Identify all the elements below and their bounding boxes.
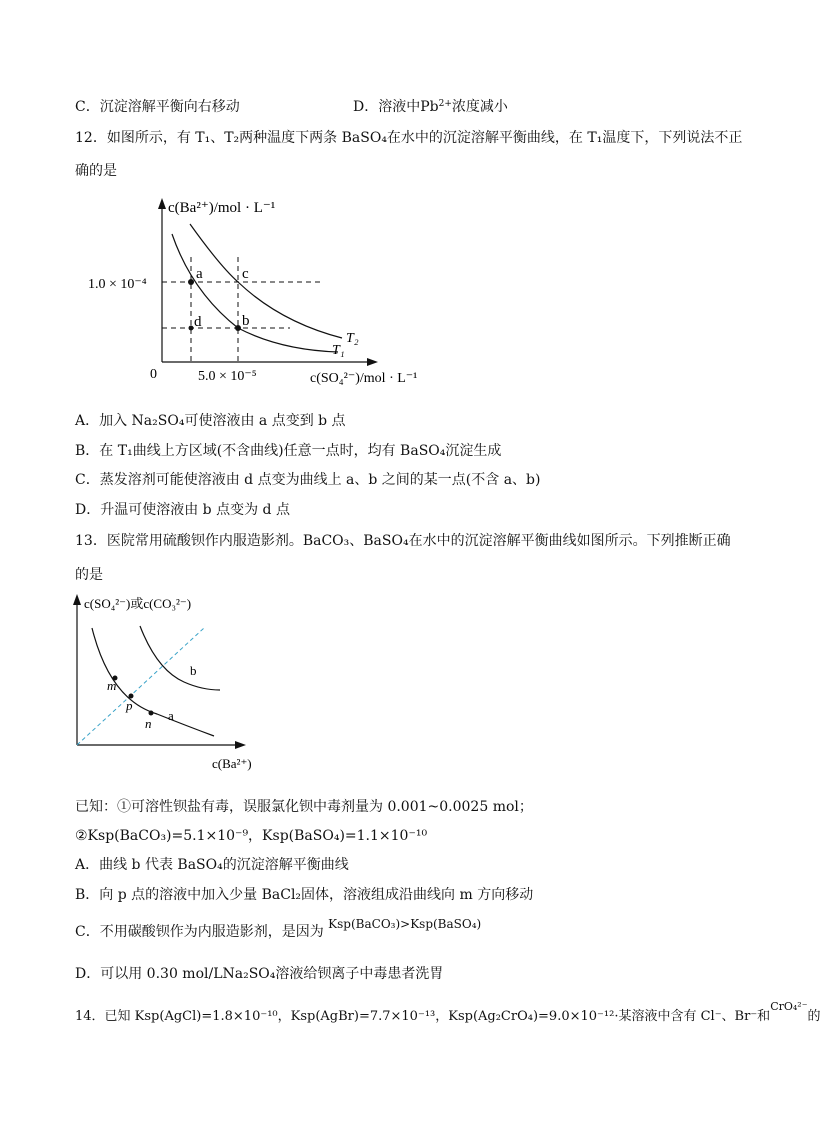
q13-curve-b bbox=[140, 626, 220, 690]
q11-option-d bbox=[353, 97, 508, 117]
q12-label-t1: T₁ bbox=[332, 343, 345, 358]
q13-y-arrow bbox=[73, 594, 81, 605]
q13-x-arrow bbox=[235, 741, 246, 749]
q12-point-d-dot bbox=[189, 326, 194, 331]
q13-stem-line1: 13．医院常用硫酸钡作内服造影剂。BaCO₃、BaSO₄在水中的沉淀溶解平衡曲线如图所示。下列推断正确 bbox=[75, 533, 731, 549]
q12-y-tick: 1.0 × 10⁻⁴ bbox=[88, 277, 147, 292]
q12-graph bbox=[80, 192, 460, 392]
q11-option-d-post: 浓度减小 bbox=[451, 99, 508, 115]
q12-option-b: B．在 T₁曲线上方区域(不含曲线)任意一点时，均有 BaSO₄沉淀生成 bbox=[75, 443, 502, 459]
q13-label-n: n bbox=[145, 716, 152, 731]
q11-option-c: C．沉淀溶解平衡向右移动 bbox=[75, 99, 240, 115]
q13-graph bbox=[62, 590, 302, 780]
q13-label-b: b bbox=[190, 663, 197, 678]
q12-label-d: d bbox=[194, 314, 202, 330]
q12-option-a: A．加入 Na₂SO₄可使溶液由 a 点变到 b 点 bbox=[75, 413, 346, 429]
q12-point-b-dot bbox=[235, 325, 241, 331]
q13-option-c bbox=[75, 917, 482, 942]
q12-option-d: D．升温可使溶液由 b 点变为 d 点 bbox=[75, 502, 290, 518]
q12-origin: 0 bbox=[150, 367, 157, 382]
q11-option-d-sup: 2+ bbox=[438, 99, 452, 109]
q13-label-a: a bbox=[168, 708, 174, 723]
q13-stem-line2: 的是 bbox=[75, 567, 103, 583]
q13-option-b: B．向 p 点的溶液中加入少量 BaCl₂固体，溶液组成沿曲线向 m 方向移动 bbox=[75, 887, 534, 903]
q13-option-c-formula: Ksp(BaCO₃)>Ksp(BaSO₄) bbox=[328, 917, 482, 931]
q12-x-label: c(SO₄²⁻)/mol · L⁻¹ bbox=[310, 371, 418, 386]
q12-x-arrow bbox=[367, 358, 378, 366]
q13-option-d: D．可以用 0.30 mol/LNa₂SO₄溶液给钡离子中毒患者洗胃 bbox=[75, 966, 444, 982]
q14-stem-text: 14．已知 Ksp(AgCl)=1.8×10⁻¹⁰，Ksp(AgBr)=7.7×10⁻¹³，Ksp(Ag₂CrO₄)=9.0×10⁻¹²·某溶液中含有 Cl⁻、Br⁻和 bbox=[75, 1009, 771, 1024]
q13-diagonal-line bbox=[77, 628, 204, 745]
q12-label-c: c bbox=[242, 266, 249, 282]
q12-curve-t1 bbox=[172, 234, 338, 352]
q14-ion: CrO₄²⁻ bbox=[770, 1000, 808, 1013]
q12-point-a-dot bbox=[188, 279, 194, 285]
q13-point-n-dot bbox=[149, 711, 154, 716]
q11-option-d-pre: D．溶液中Pb bbox=[353, 99, 439, 115]
q12-y-arrow bbox=[158, 198, 166, 209]
q13-option-c-text: C．不用碳酸钡作为内服造影剂，是因为 bbox=[75, 924, 324, 940]
q12-x-tick: 5.0 × 10⁻⁵ bbox=[198, 369, 257, 384]
q12-y-label: c(Ba²⁺)/mol · L⁻¹ bbox=[168, 200, 276, 216]
q14-tail: 的 bbox=[807, 1009, 821, 1024]
q12-label-t2: T₂ bbox=[346, 331, 359, 346]
q13-x-label: c(Ba²⁺) bbox=[212, 756, 252, 771]
q13-y-label: c(SO₄²⁻)或c(CO₃²⁻) bbox=[84, 596, 192, 611]
q13-label-m: m bbox=[107, 678, 117, 693]
q13-label-p: p bbox=[126, 698, 133, 713]
q12-stem-line1: 12．如图所示，有 T₁、T₂两种温度下两条 BaSO₄在水中的沉淀溶解平衡曲线，在 T₁温度下，下列说法不正 bbox=[75, 130, 743, 146]
q12-label-a: a bbox=[196, 266, 203, 282]
q14-stem bbox=[75, 1000, 821, 1027]
q12-stem-line2: 确的是 bbox=[75, 163, 117, 179]
q12-curve-t2 bbox=[190, 224, 342, 338]
q13-known-2: ②Ksp(BaCO₃)=5.1×10⁻⁹，Ksp(BaSO₄)=1.1×10⁻¹⁰ bbox=[75, 828, 428, 844]
q13-known-1: 已知：①可溶性钡盐有毒，误服氯化钡中毒剂量为 0.001~0.0025 mol； bbox=[75, 799, 533, 815]
q13-option-a: A．曲线 b 代表 BaSO₄的沉淀溶解平衡曲线 bbox=[75, 857, 349, 873]
q12-label-b: b bbox=[242, 313, 250, 329]
q12-option-c: C．蒸发溶剂可能使溶液由 d 点变为曲线上 a、b 之间的某一点(不含 a、b) bbox=[75, 472, 541, 488]
